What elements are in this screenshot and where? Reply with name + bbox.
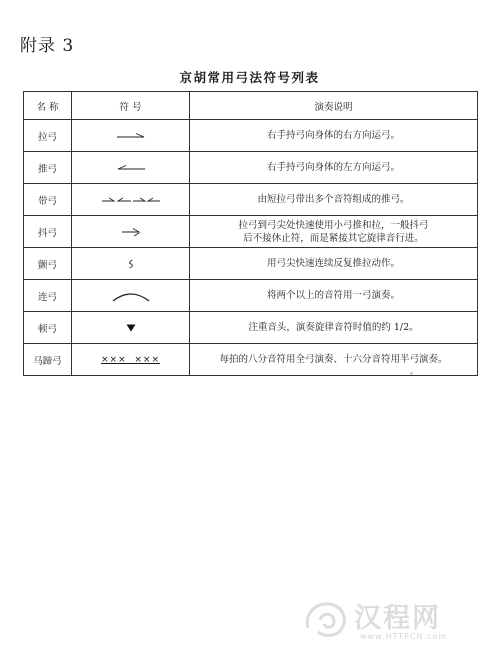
scan-speck: [410, 372, 413, 375]
row-symbol: [72, 344, 190, 376]
row-name: 带弓: [24, 184, 72, 216]
row-name: 拉弓: [24, 120, 72, 152]
table-row: [24, 248, 478, 280]
document-title: 京胡常用弓法符号列表: [179, 70, 320, 85]
watermark: [296, 594, 481, 646]
arrow-right-symbol-icon: [116, 132, 146, 140]
table-row: [24, 312, 478, 344]
staccato-triangle-symbol-icon: [126, 324, 136, 332]
header-name: 名 称: [24, 92, 72, 120]
row-symbol: [72, 312, 190, 344]
row-symbol: [72, 216, 190, 248]
row-name: 连弓: [24, 280, 72, 312]
header-description: 演奏说明: [190, 92, 478, 120]
watermark-url: www.HTTPCN.com: [360, 632, 448, 641]
row-description-line: 后不接休止符，而是紧接其它旋律音行进。: [243, 232, 424, 244]
table-header-row: [24, 92, 478, 120]
bowing-symbols-table: [23, 91, 478, 376]
alternating-arrows-symbol-icon: [101, 196, 161, 204]
table-row: [24, 216, 478, 248]
tremolo-arrow-symbol-icon: [121, 227, 141, 237]
row-name: 抖弓: [24, 216, 72, 248]
watermark-text: 汉程网: [354, 603, 441, 634]
watermark-logo-icon: [302, 598, 350, 646]
row-name: 顿弓: [24, 312, 72, 344]
row-name: 颤弓: [24, 248, 72, 280]
row-description: 注重音头，演奏旋律音符时值的约 1/2。: [190, 312, 478, 344]
horse-hoof-symbol-icon: ××× ×××: [101, 354, 160, 365]
header-symbol: 符 号: [72, 92, 190, 120]
row-description: [190, 216, 478, 248]
table-row: [24, 344, 478, 376]
row-description: 每拍的八分音符用全弓演奏、十六分音符用半弓演奏。: [190, 344, 478, 376]
row-description: 用弓尖快速连续反复推拉动作。: [190, 248, 478, 280]
table-row: [24, 152, 478, 184]
row-name: 马蹄弓: [24, 344, 72, 376]
row-symbol: [72, 248, 190, 280]
row-description: 由短拉弓带出多个音符组成的推弓。: [190, 184, 478, 216]
row-symbol: [72, 152, 190, 184]
row-symbol: [72, 120, 190, 152]
row-description: 右手持弓向身体的左方向运弓。: [190, 152, 478, 184]
row-description: 右手持弓向身体的右方向运弓。: [190, 120, 478, 152]
table-row: [24, 184, 478, 216]
row-name: 推弓: [24, 152, 72, 184]
row-description-line: 拉弓到弓尖处快速使用小弓推和拉，一般抖弓: [238, 219, 429, 231]
appendix-label: 附录 3: [20, 36, 75, 56]
slur-arc-symbol-icon: [111, 290, 151, 302]
row-symbol: [72, 280, 190, 312]
table-row: [24, 280, 478, 312]
trill-symbol-icon: [128, 259, 134, 269]
arrow-left-symbol-icon: [116, 164, 146, 172]
row-description: 将两个以上的音符用一弓演奏。: [190, 280, 478, 312]
table-row: [24, 120, 478, 152]
row-symbol: [72, 184, 190, 216]
